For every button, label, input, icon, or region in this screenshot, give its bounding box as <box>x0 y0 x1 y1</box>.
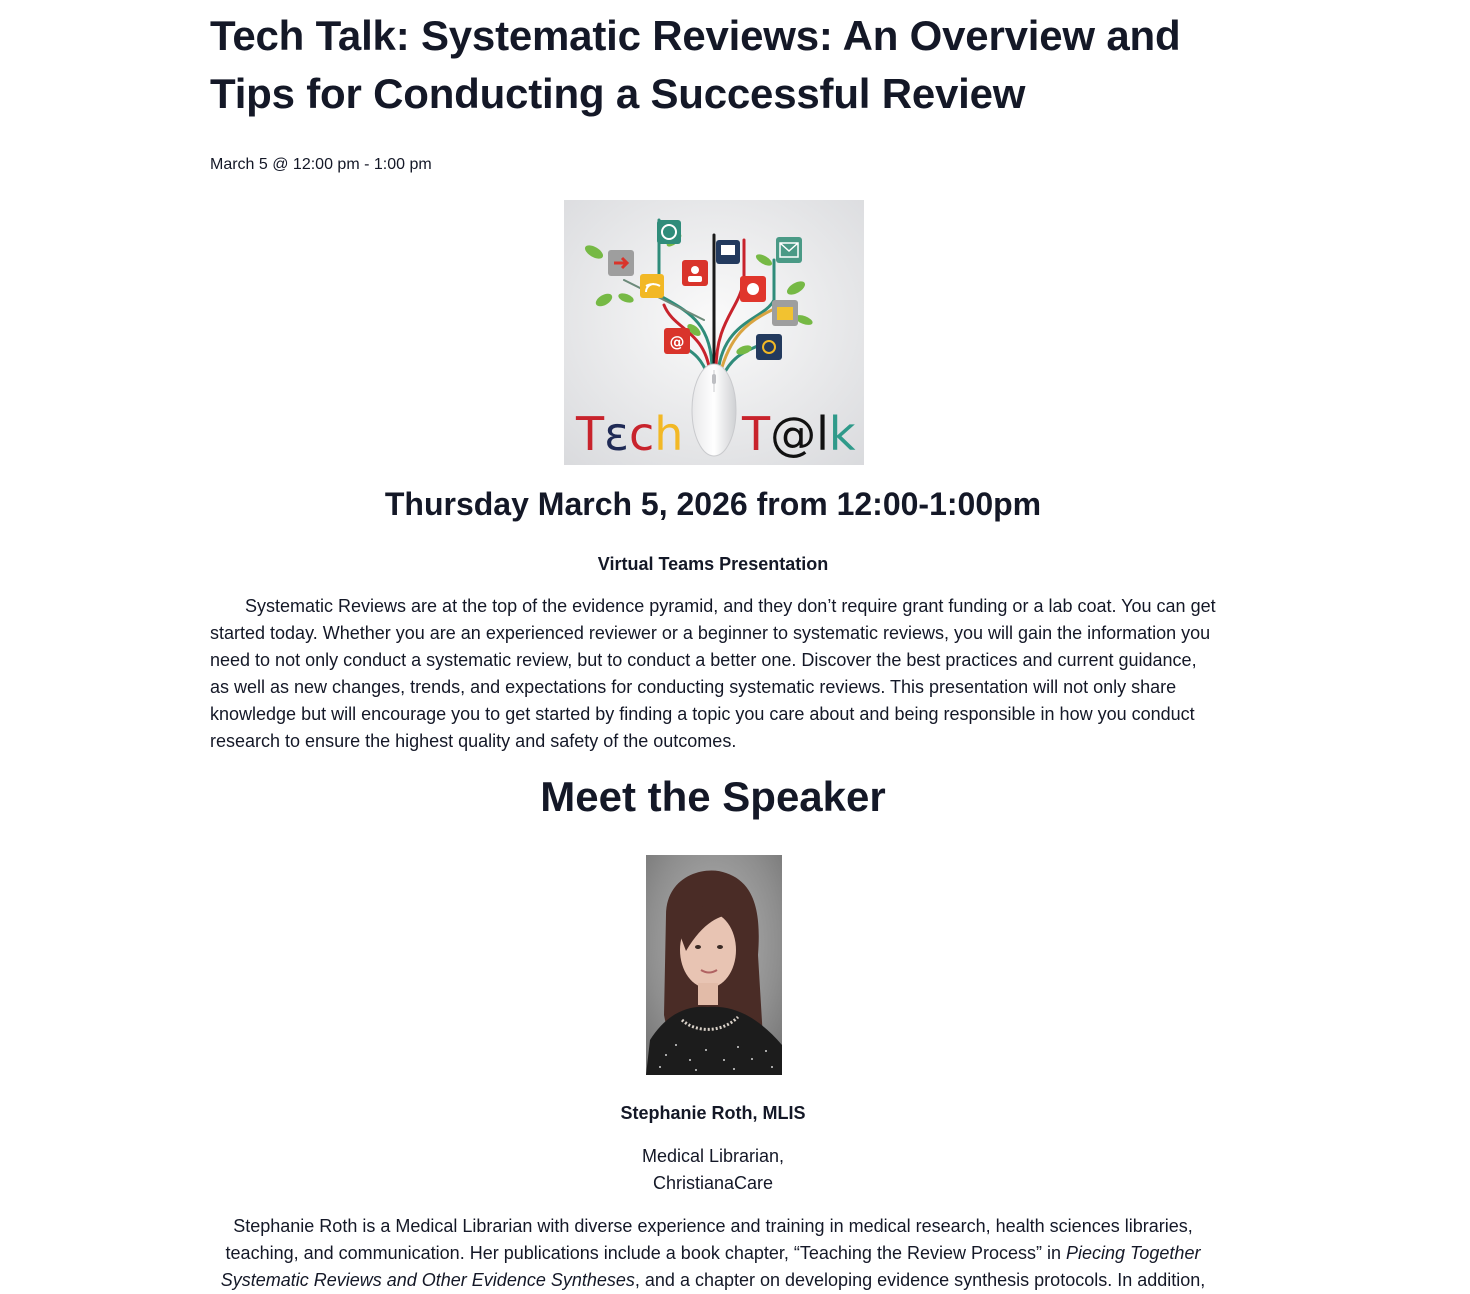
event-content <box>210 0 1216 1290</box>
speaker-heading: Meet the Speaker <box>540 773 886 820</box>
speaker-organization: ChristianaCare <box>652 1173 774 1193</box>
speaker-name: Stephanie Roth, MLIS <box>620 1103 806 1123</box>
speaker-bio-text-continued: , and a chapter on developing evidence synthesis protocols. In addition, <box>634 1270 1206 1290</box>
event-title: Tech Talk: Systematic Reviews: An Overview and Tips for Conducting a Successful Review <box>210 12 1181 117</box>
speaker-role <box>210 1143 1216 1197</box>
speaker-bio-book-title: Piecing Together Systematic Reviews and Other Evidence Syntheses <box>220 1243 1201 1290</box>
event-date-heading: Thursday March 5, 2026 from 12:00-1:00pm <box>384 486 1042 522</box>
speaker-role-title: Medical Librarian, <box>641 1146 785 1166</box>
event-description: Systematic Reviews are at the top of the evidence pyramid, and they don’t require grant funding or a lab coat. You can get started today. Whether you are an experienced reviewer or a beginner to systematic reviews, you will gain the information you need to not only conduct a systematic review, but to conduct a better one. Discover the best practices and current guidance, as well as new changes, trends, and expectations for conducting systematic reviews. This presentation will not only share knowledge but will encourage you to get started by finding a topic you care about and being responsible in how you conduct research to ensure the highest quality and safety of the outcomes. <box>210 596 1216 751</box>
speaker-bio <box>210 1213 1216 1294</box>
speaker-bio-text: Stephanie Roth is a Medical Librarian with diverse experience and training in medical research, health sciences libraries, teaching, and communication. Her publications include a book chapter, “Teaching the Review Process” in <box>225 1216 1193 1263</box>
svg-text:Tεch: Tεch <box>576 407 684 461</box>
speaker-photo <box>646 855 782 1075</box>
svg-text:@: @ <box>669 333 685 351</box>
tech-talk-logo-image <box>564 200 864 465</box>
event-datetime: March 5 @ 12:00 pm - 1:00 pm <box>210 156 432 173</box>
svg-text:T@lk: T@lk <box>742 407 856 461</box>
presentation-format: Virtual Teams Presentation <box>597 554 829 574</box>
